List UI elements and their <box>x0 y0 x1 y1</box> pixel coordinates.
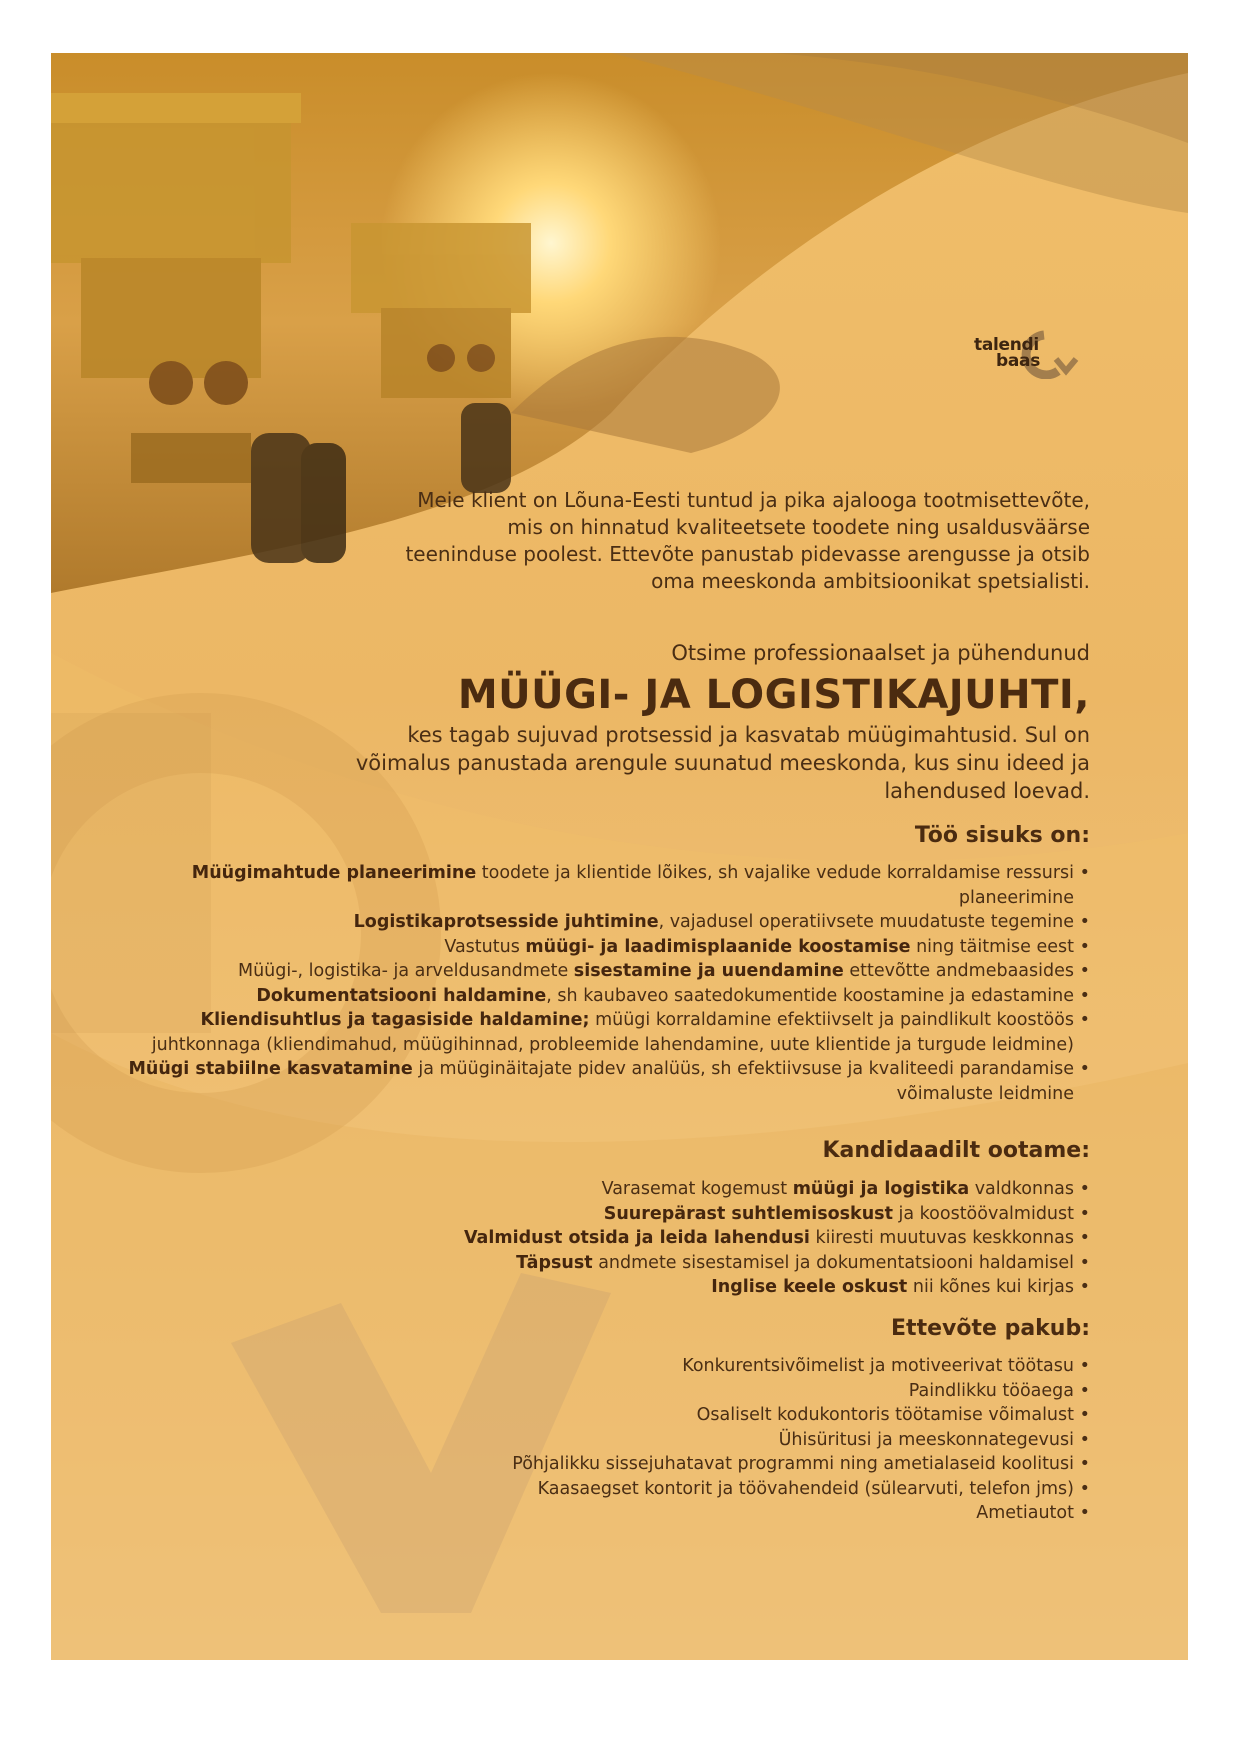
list-item-text: kiiresti muutuvas keskkonnas <box>809 1228 1074 1248</box>
list-item <box>110 1452 1090 1477</box>
list-item-text: , vajadusel operatiivsete muudatuste tegemine <box>658 912 1074 932</box>
list-item <box>110 1202 1090 1227</box>
list-item <box>110 1226 1090 1251</box>
list-item-bold: Täpsust <box>516 1252 593 1273</box>
section-heading-duties: Töö sisuks on: <box>914 823 1090 848</box>
list-item <box>110 1501 1090 1526</box>
list-item-text: Kaasaegset kontorit ja töövahendeid (sülearvuti, telefon jms) <box>537 1478 1074 1499</box>
list-item <box>110 1379 1090 1404</box>
requirements-list <box>110 1177 1090 1300</box>
list-item-text: Müügi-, logistika- ja arveldusandmete <box>237 961 574 981</box>
list-item-bold: Kliendisuhtlus ja tagasiside haldamine; <box>200 1010 590 1030</box>
list-item <box>110 1428 1090 1453</box>
list-item-text: Ametiautot <box>976 1503 1074 1523</box>
list-item-bold: müügi ja logistika <box>792 1179 970 1199</box>
list-item-text: Osaliselt kodukontoris töötamise võimalust <box>696 1405 1074 1425</box>
list-item-bold: Müügi stabiilne kasvatamine <box>128 1059 413 1079</box>
job-poster <box>51 53 1188 1660</box>
list-item <box>110 1477 1090 1502</box>
list-item-text: valdkonnas <box>969 1179 1074 1199</box>
list-item-bold: Inglise keele oskust <box>711 1277 908 1297</box>
lead-text: Otsime professionaalset ja pühendunud <box>671 641 1090 665</box>
list-item-text: , sh kaubaveo saatedokumentide koostamine ja edastamine <box>546 985 1074 1006</box>
list-item <box>110 1057 1090 1106</box>
list-item-text: andmete sisestamisel ja dokumentatsiooni haldamisel <box>592 1252 1074 1273</box>
list-item-text: Ühisüritusi ja meeskonnategevusi <box>778 1429 1074 1450</box>
list-item-text: toodete ja klientide lõikes, sh vajalike vedude korraldamise ressursi planeerimine <box>476 863 1074 908</box>
list-item-bold: Suurepärast suhtlemisoskust <box>603 1203 893 1224</box>
list-item-text: ja müüginäitajate pidev analüüs, sh efektiivsuse ja kvaliteedi parandamise võimaluste leidmine <box>412 1059 1074 1104</box>
list-item-text: Varasemat kogemust <box>601 1179 793 1199</box>
list-item-text: ning täitmise eest <box>910 936 1074 957</box>
list-item <box>110 1403 1090 1428</box>
list-item-text: Konkurentsivõimelist ja motiveerivat töötasu <box>682 1356 1074 1376</box>
list-item <box>110 910 1090 935</box>
list-item <box>110 1251 1090 1276</box>
list-item-text: Vastutus <box>444 936 526 957</box>
section-heading-requirements: Kandidaadilt ootame: <box>822 1138 1090 1163</box>
list-item-bold: Dokumentatsiooni haldamine <box>256 985 547 1006</box>
list-item <box>110 984 1090 1009</box>
job-title: MÜÜGI- JA LOGISTIKAJUHTI, <box>457 672 1090 718</box>
list-item-text: Paindlikku tööaega <box>908 1380 1074 1401</box>
logo-text-line1: talendi <box>974 335 1039 355</box>
list-item-bold: müügi- ja laadimisplaanide koostamise <box>525 936 911 957</box>
list-item-bold: sisestamine ja uuendamine <box>573 961 844 981</box>
list-item <box>110 959 1090 984</box>
offers-list <box>110 1354 1090 1526</box>
intro-paragraph: Meie klient on Lõuna-Eesti tuntud ja pika ajalooga tootmisettevõte, mis on hinnatud kvaliteetsete toodete ning usaldusväärse teeninduse poolest. Ettevõte panustab pidevasse arengusse ja otsib oma meeskonda ambitsioonikat spetsialisti. <box>405 488 1090 593</box>
list-item-text: Põhjalikku sissejuhatavat programmi ning ametialaseid koolitusi <box>512 1454 1074 1474</box>
list-item <box>110 1354 1090 1379</box>
list-item-bold: Müügimahtude planeerimine <box>191 863 477 883</box>
role-description: kes tagab sujuvad protsessid ja kasvatab müügimahtusid. Sul on võimalus panustada arengule suunatud meeskonda, kus sinu ideed ja lahendused loevad. <box>355 723 1090 803</box>
list-item <box>110 1008 1090 1057</box>
list-item-bold: Valmidust otsida ja leida lahendusi <box>463 1228 810 1248</box>
list-item <box>110 1275 1090 1300</box>
list-item-text: müügi korraldamine efektiivselt ja paindlikult koostöös juhtkonnaga (kliendimahud, müügihinnad, probleemide lahendamine, uute klientide ja turgude leidmine) <box>151 1010 1074 1055</box>
list-item-bold: Logistikaprotsesside juhtimine <box>353 912 659 932</box>
list-item <box>110 1177 1090 1202</box>
list-item-text: ja koostöövalmidust <box>892 1203 1074 1224</box>
list-item-text: nii kõnes kui kirjas <box>907 1277 1074 1297</box>
list-item-text: ettevõtte andmebaasides <box>843 961 1074 981</box>
list-item <box>110 861 1090 910</box>
logo-text-line2: baas <box>996 351 1041 371</box>
duties-list <box>110 861 1090 1106</box>
list-item <box>110 935 1090 960</box>
section-heading-offers: Ettevõte pakub: <box>891 1316 1090 1341</box>
talendibaas-logo <box>974 329 1094 379</box>
